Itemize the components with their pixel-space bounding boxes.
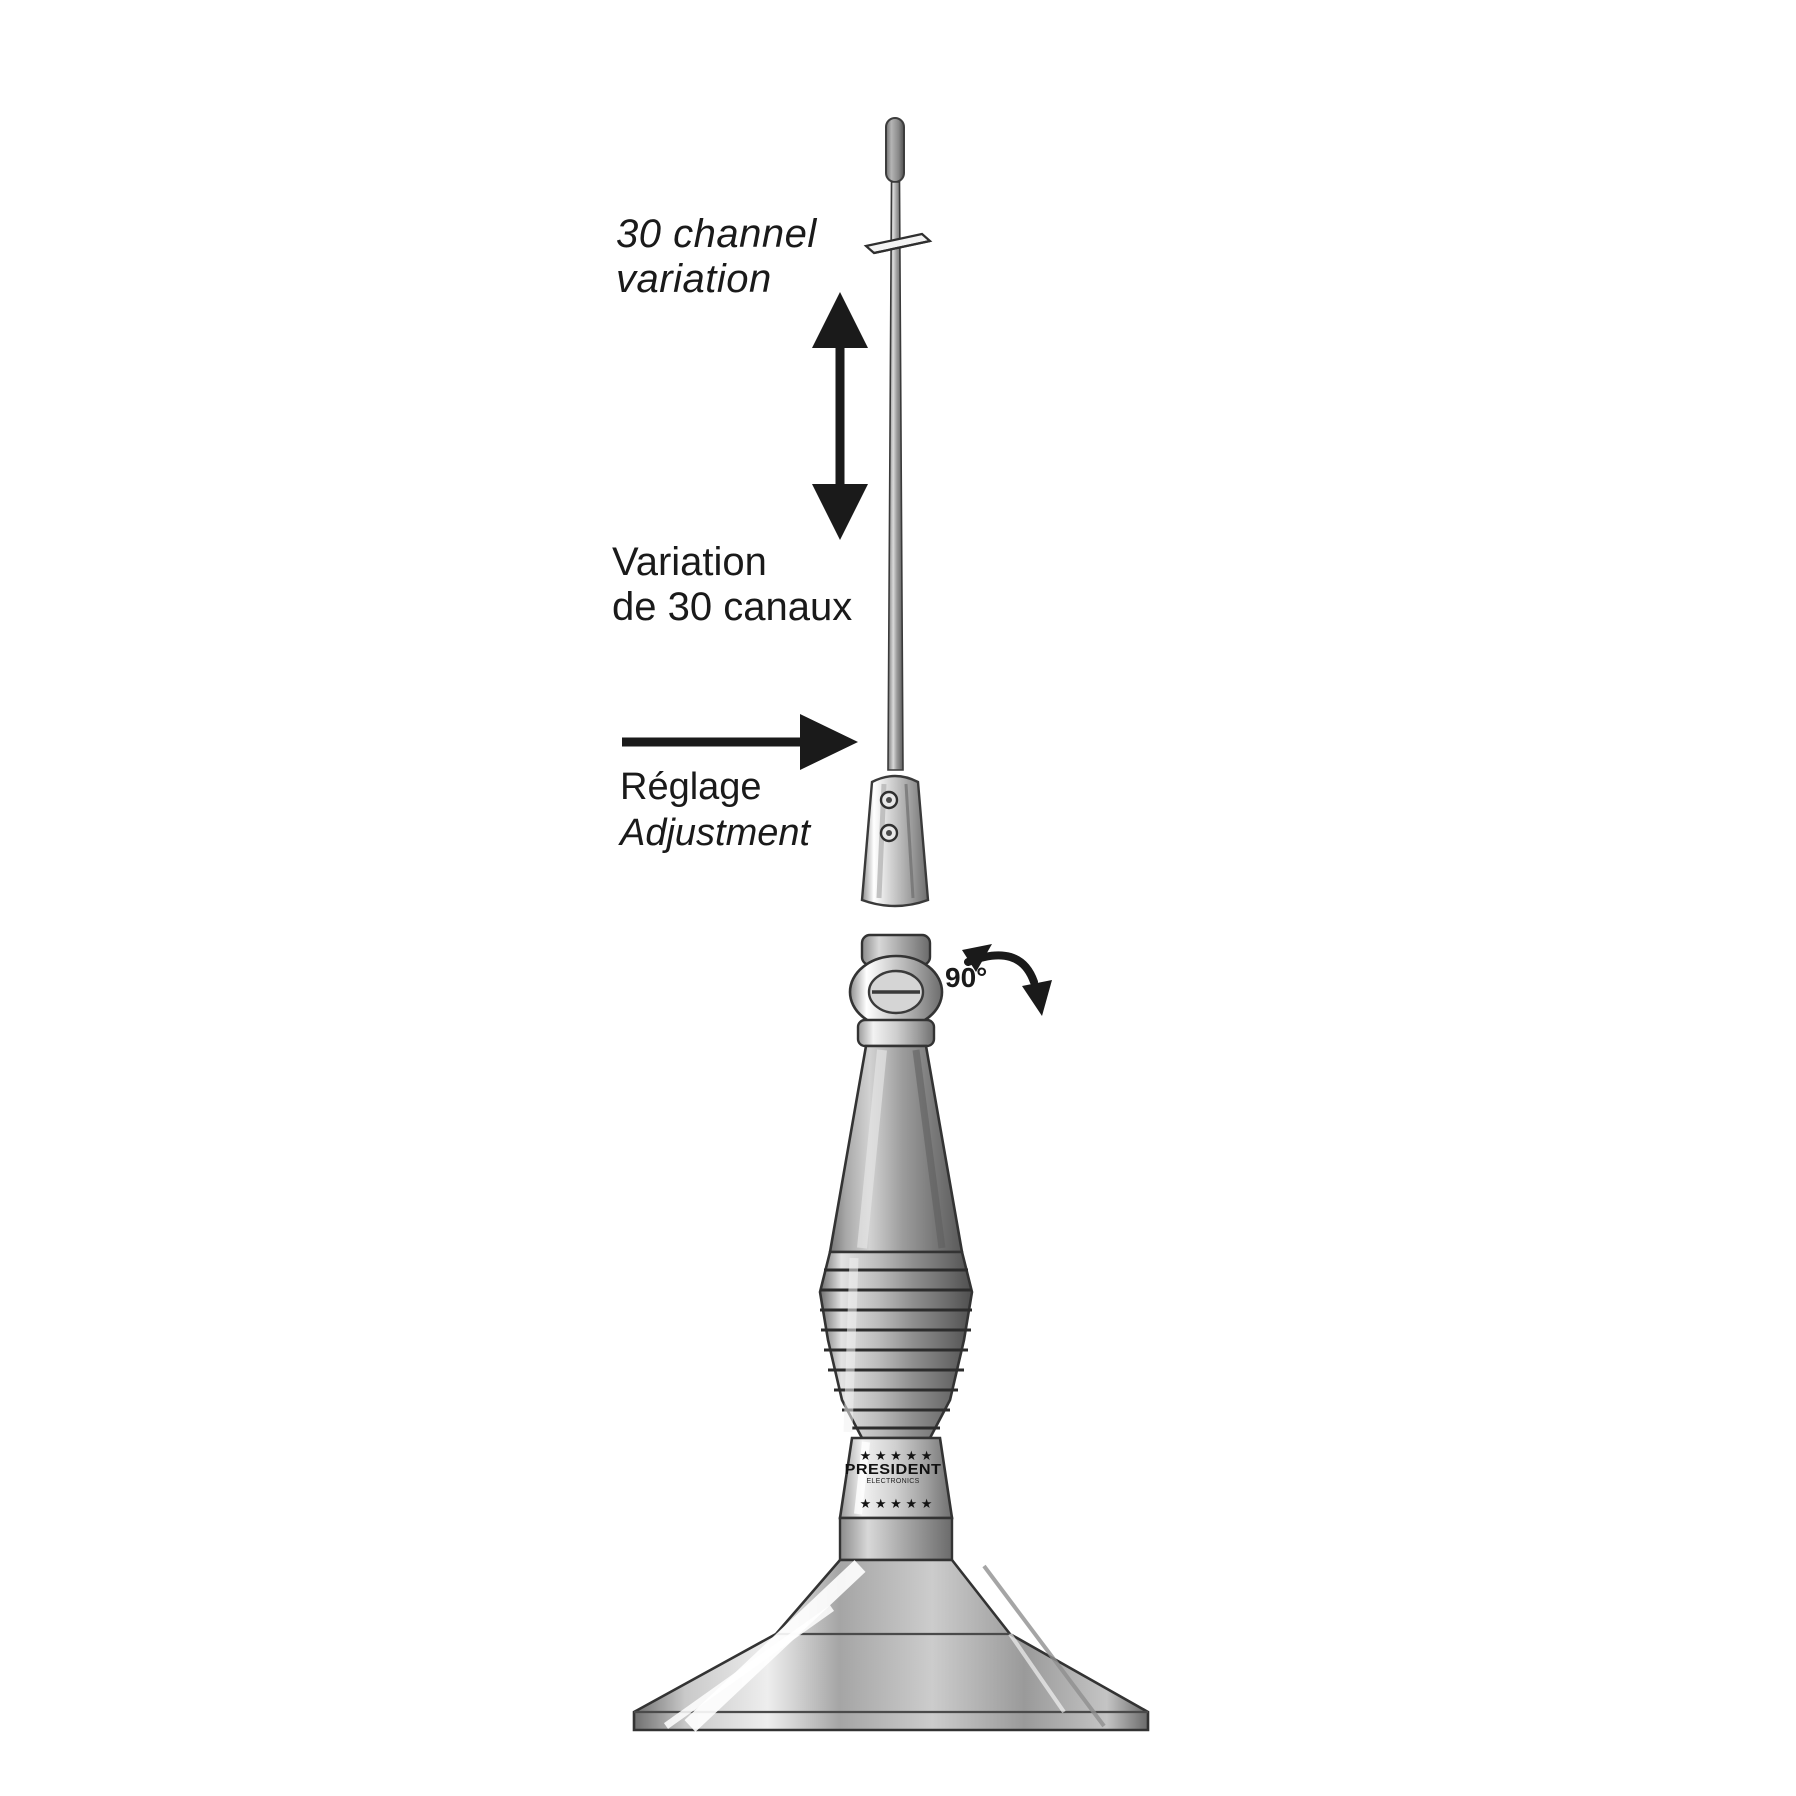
label-channel-variation-fr-line2: de 30 canaux	[612, 584, 853, 629]
svg-text:★ ★ ★ ★ ★: ★ ★ ★ ★ ★	[859, 1448, 933, 1463]
ribbed-coil-section-icon	[820, 1252, 972, 1438]
label-adjustment-en: Adjustment	[620, 812, 811, 854]
whip-tip-icon	[886, 118, 904, 182]
magnet-base-icon	[634, 1560, 1148, 1730]
adjustment-arrow-icon	[622, 714, 858, 770]
label-channel-variation-fr-line1: Variation	[612, 540, 767, 584]
whip-rod-icon	[888, 182, 903, 770]
label-channel-variation-en-line1: 30 channel	[616, 212, 817, 256]
brand-label: PRESIDENT	[844, 1461, 942, 1478]
label-channel-variation-fr	[612, 540, 852, 630]
adjustment-collar-icon	[862, 776, 928, 906]
variation-double-arrow-icon	[812, 292, 868, 540]
label-tilt-angle: 90°	[945, 962, 988, 993]
svg-text:★ ★ ★ ★ ★: ★ ★ ★ ★ ★	[859, 1496, 933, 1511]
label-channel-variation-en	[616, 212, 817, 302]
label-channel-variation-en-line2: variation	[616, 256, 772, 301]
swivel-joint-icon	[850, 935, 942, 1046]
coil-housing-icon	[830, 1046, 962, 1252]
brand-sub-label: ELECTRONICS	[866, 1478, 920, 1485]
base-neck-icon	[840, 1518, 952, 1560]
label-adjustment-fr: Réglage	[620, 766, 762, 808]
